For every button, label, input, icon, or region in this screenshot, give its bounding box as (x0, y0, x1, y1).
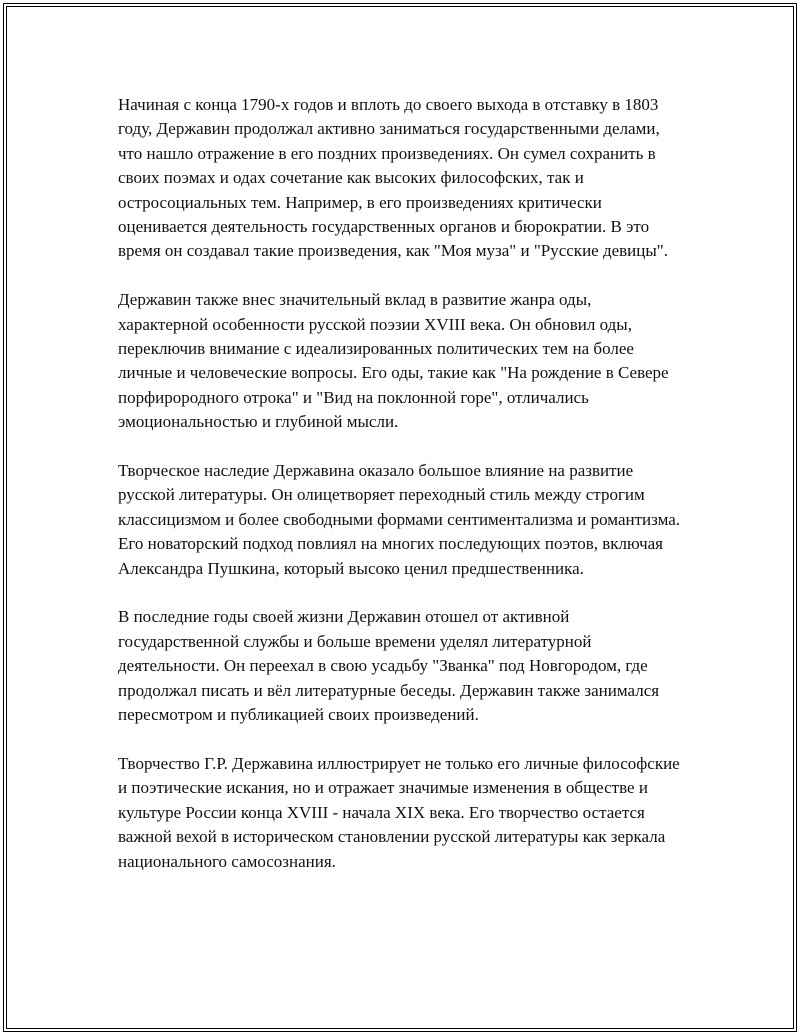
document-body (118, 93, 684, 874)
paragraph-5: Творчество Г.Р. Державина иллюстрирует не только его личные философские и поэтические искания, но и отражает значимые изменения в обществе и культуре России конца XVIII - начала XIX века. Его творчество остается важной вехой в историческом становлении русской литературы как зеркала национального самосознания. (118, 753, 680, 871)
paragraph-2: Державин также внес значительный вклад в развитие жанра оды, характерной особенности русской поэзии XVIII века. Он обновил оды, переключив внимание с идеализированных политических тем на более личные и человеческие вопросы. Его оды, такие как "На рождение в Севере порфирородного отрока" и "Вид на поклонной горе", отличались эмоциональностью и глубиной мысли. (118, 290, 669, 432)
paragraph-3: Творческое наследие Державина оказало большое влияние на развитие русской литературы. Он олицетворяет переходный стиль между строгим классицизмом и более свободными формами сентиментализма и романтизма. Его новаторский подход повлиял на многих последующих поэтов, включая Александра Пушкина, который высоко ценил предшественника. (118, 461, 681, 578)
paragraph-1: Начиная с конца 1790-х годов и вплоть до своего выхода в отставку в 1803 году, Державин продолжал активно заниматься государственными делами, что нашло отражение в его поздних произведениях. Он сумел сохранить в своих поэмах и одах сочетание как высоких философских, так и остросоциальных тем. Например, в его произведениях критически оценивается деятельность государственных органов и бюрократии. В это время он создавал такие произведения, как "Моя муза" и "Русские девицы". (118, 95, 668, 261)
paragraph-4: В последние годы своей жизни Державин отошел от активной государственной службы и больше времени уделял литературной деятельности. Он переехал в свою усадьбу "Званка" под Новгородом, где продолжал писать и вёл литературные беседы. Державин также занимался пересмотром и публикацией своих произведений. (118, 607, 660, 725)
